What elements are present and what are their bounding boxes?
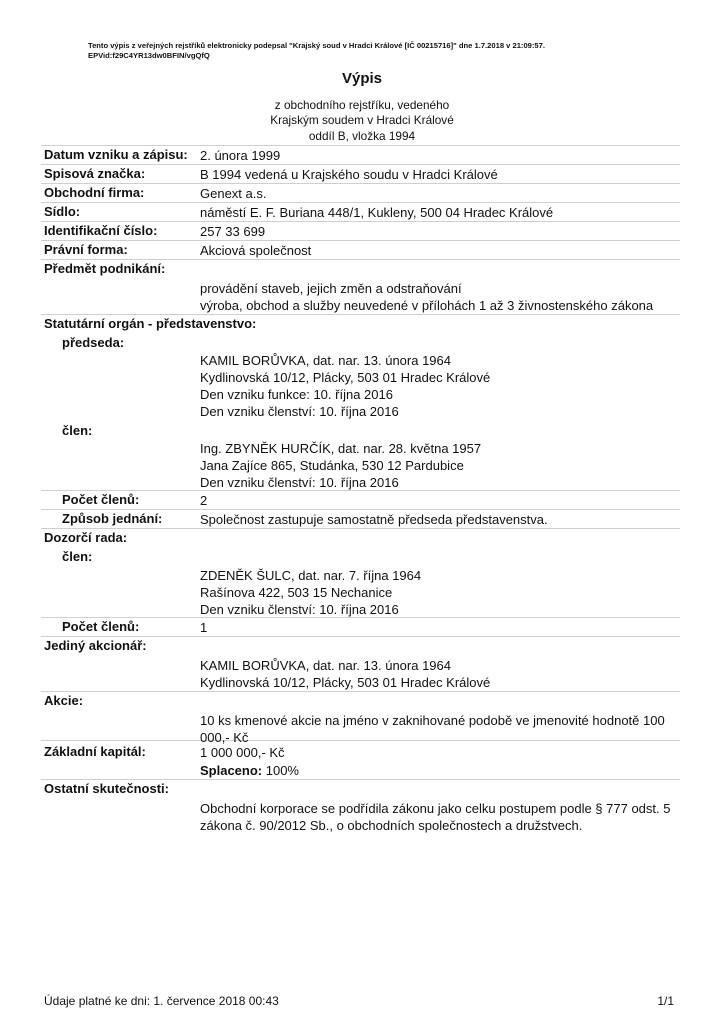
legal-form-label: Právní forma: bbox=[44, 242, 128, 257]
other-facts-text: Obchodní korporace se podřídila zákonu jako celku postupem podle § 777 odst. 5 zákona č. 90/2012 Sb., o obchodních společnostech a družstvech. bbox=[200, 801, 671, 833]
shares-label: Akcie: bbox=[44, 693, 84, 708]
chairman-line: Den vzniku členství: 10. října 2016 bbox=[200, 404, 399, 419]
shares-text: 10 ks kmenové akcie na jméno v zaknihované podobě ve jmenovité hodnotě 100 000,- Kč bbox=[200, 713, 665, 745]
signature-note-line2: EPVid:f29C4YR13dw0BFIN/vgQfQ bbox=[88, 51, 210, 60]
board-label: Statutární orgán - představenstvo: bbox=[44, 316, 257, 331]
validity-date: Údaje platné ke dni: 1. července 2018 00:43 bbox=[44, 994, 279, 1008]
supervisory-member-line: Rašínova 422, 503 15 Nechanice bbox=[200, 585, 393, 600]
company-name-label: Obchodní firma: bbox=[44, 185, 145, 200]
row-separator bbox=[41, 240, 680, 241]
capital-label: Základní kapitál: bbox=[44, 744, 146, 759]
seat-value: náměstí E. F. Buriana 448/1, Kukleny, 500 04 Hradec Králové bbox=[200, 205, 554, 220]
row-separator bbox=[41, 145, 680, 146]
shareholder-line: Kydlinovská 10/12, Plácky, 503 01 Hradec Králové bbox=[200, 675, 491, 690]
row-separator bbox=[41, 202, 680, 203]
row-separator bbox=[41, 509, 680, 510]
file-number-value: B 1994 vedená u Krajského soudu v Hradci Králové bbox=[200, 167, 498, 182]
shareholder-line: KAMIL BORŮVKA, dat. nar. 13. února 1964 bbox=[200, 658, 451, 673]
company-id-label: Identifikační číslo: bbox=[44, 223, 158, 238]
row-separator bbox=[41, 164, 680, 165]
subtitle-line: z obchodního rejstříku, vedeného bbox=[274, 98, 450, 112]
row-separator bbox=[41, 528, 680, 529]
subtitle-line: oddíl B, vložka 1994 bbox=[308, 128, 416, 143]
supervisory-count-value: 1 bbox=[200, 620, 208, 635]
file-number-label: Spisová značka: bbox=[44, 166, 146, 181]
legal-form-value: Akciová společnost bbox=[200, 243, 312, 258]
board-member-line: Jana Zajíce 865, Studánka, 530 12 Pardubice bbox=[200, 458, 464, 473]
capital-value: 1 000 000,- Kč bbox=[200, 745, 285, 760]
row-separator bbox=[41, 259, 680, 260]
row-separator bbox=[41, 691, 680, 692]
shareholder-label: Jediný akcionář: bbox=[44, 638, 147, 653]
paid-up bbox=[200, 762, 680, 779]
company-id-value: 257 33 699 bbox=[200, 224, 266, 239]
company-name-value: Genext a.s. bbox=[200, 186, 267, 201]
page-title: Výpis bbox=[341, 70, 383, 87]
board-count-label: Počet členů: bbox=[62, 492, 140, 507]
acting-method-value: Společnost zastupuje samostatně předseda představenstva. bbox=[200, 512, 548, 527]
founding-date-label: Datum vzniku a zápisu: bbox=[44, 147, 188, 162]
chairman-line: Den vzniku funkce: 10. října 2016 bbox=[200, 387, 393, 402]
supervisory-member-line: ZDENĚK ŠULC, dat. nar. 7. října 1964 bbox=[200, 568, 422, 583]
chairman-line: KAMIL BORŮVKA, dat. nar. 13. února 1964 bbox=[200, 353, 451, 368]
signature-note-line1: Tento výpis z veřejných rejstříků elektronicky podepsal "Krajský soud v Hradci Králové [IČ 00215716]" dne 1.7.2018 v 21:09:57. bbox=[88, 41, 545, 50]
row-separator bbox=[41, 636, 680, 637]
founding-date-value: 2. února 1999 bbox=[200, 148, 281, 163]
paid-up-value: 100% bbox=[262, 763, 299, 778]
other-facts-label: Ostatní skutečnosti: bbox=[44, 781, 169, 796]
row-separator bbox=[41, 314, 680, 315]
business-scope-item: výroba, obchod a služby neuvedené v přílohách 1 až 3 živnostenského zákona bbox=[200, 298, 654, 313]
board-member-line: Den vzniku členství: 10. října 2016 bbox=[200, 475, 399, 490]
business-scope-item: provádění staveb, jejich změn a odstraňování bbox=[200, 281, 462, 296]
chairman-line: Kydlinovská 10/12, Plácky, 503 01 Hradec Králové bbox=[200, 370, 491, 385]
row-separator bbox=[41, 779, 680, 780]
supervisory-count-label: Počet členů: bbox=[62, 619, 140, 634]
seat-label: Sídlo: bbox=[44, 204, 81, 219]
chairman-label: předseda: bbox=[62, 335, 125, 350]
supervisory-member-label: člen: bbox=[62, 549, 93, 564]
board-count-value: 2 bbox=[200, 493, 208, 508]
subtitle-line: Krajským soudem v Hradci Králové bbox=[270, 113, 454, 128]
row-separator bbox=[41, 183, 680, 184]
signature-note bbox=[88, 41, 648, 61]
supervisory-board-label: Dozorčí rada: bbox=[44, 530, 128, 545]
register-subtitle bbox=[0, 98, 724, 144]
paid-up-label: Splaceno: bbox=[200, 763, 263, 778]
supervisory-member-line: Den vzniku členství: 10. října 2016 bbox=[200, 602, 399, 617]
acting-method-label: Způsob jednání: bbox=[62, 511, 163, 526]
row-separator bbox=[41, 221, 680, 222]
board-member-line: Ing. ZBYNĚK HURČÍK, dat. nar. 28. května 1957 bbox=[200, 441, 482, 456]
page-number: 1/1 bbox=[657, 994, 674, 1008]
business-scope-label: Předmět podnikání: bbox=[44, 261, 166, 276]
board-member-label: člen: bbox=[62, 423, 93, 438]
